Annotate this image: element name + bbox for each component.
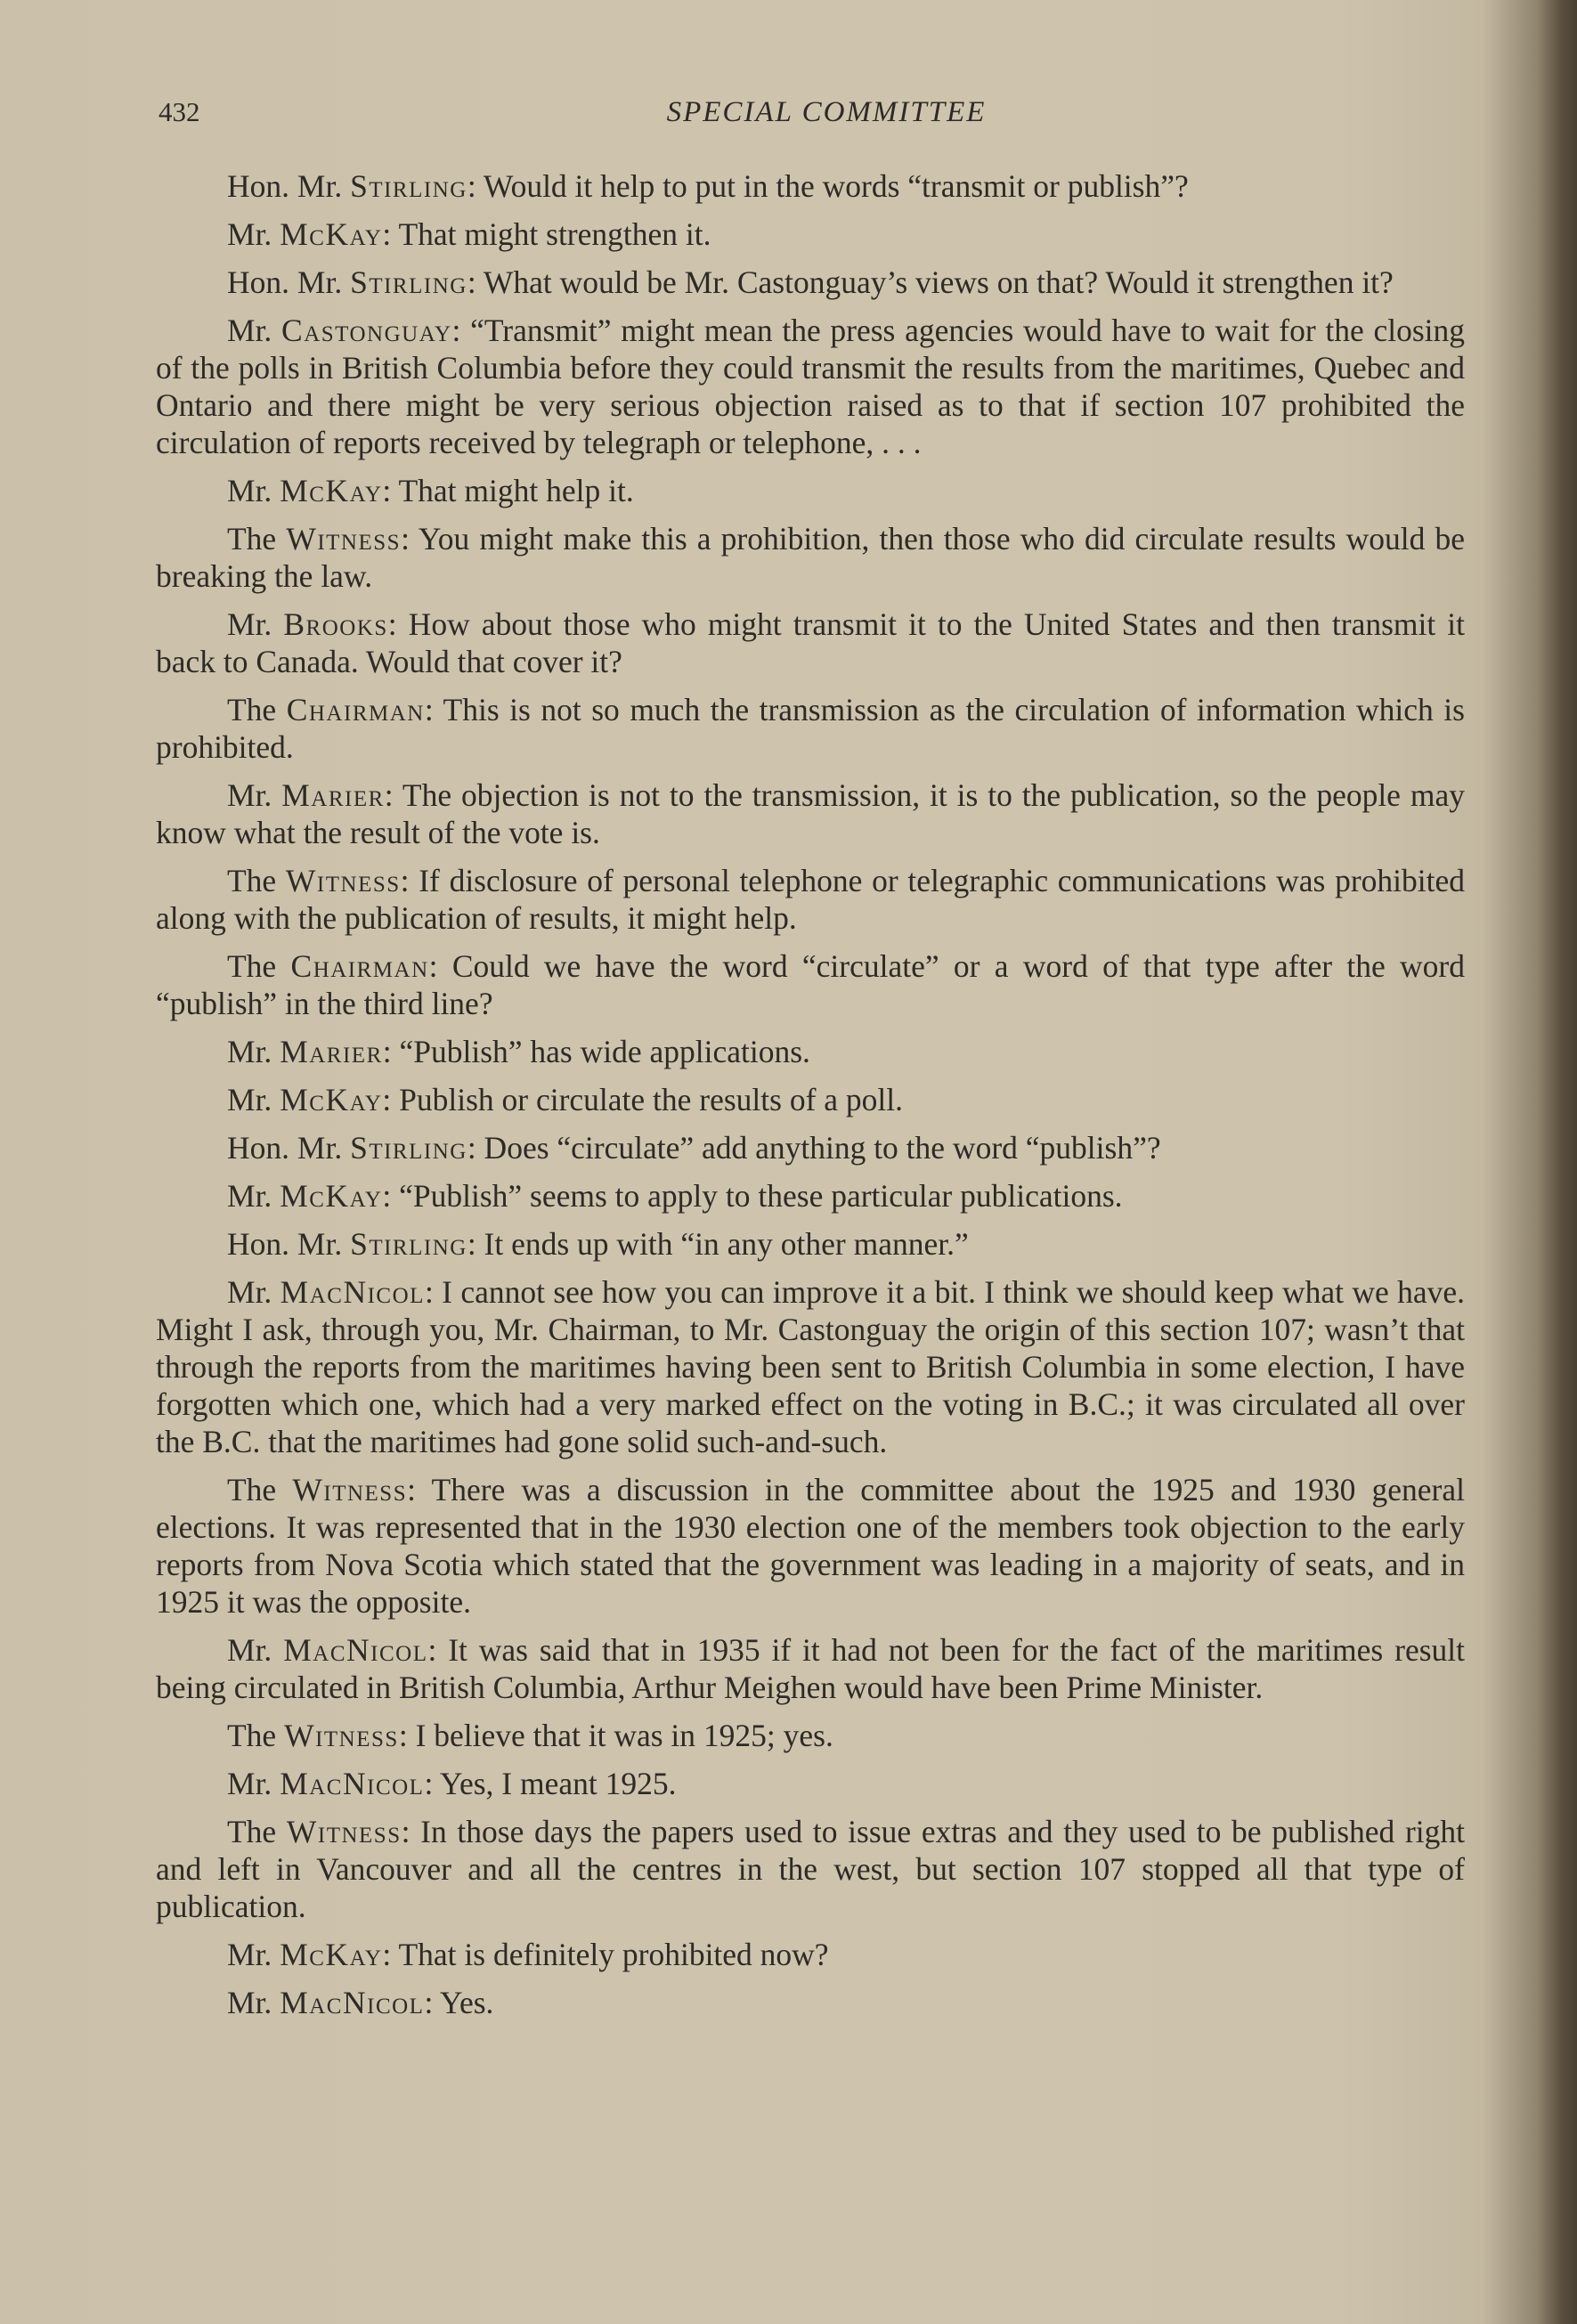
speech-text: : That might strengthen it. bbox=[382, 216, 711, 252]
speech-paragraph bbox=[156, 1984, 1465, 2021]
speech-paragraph bbox=[156, 776, 1465, 851]
speech-text: : You might make this a prohibition, then those who did circulate results would be breaking the law. bbox=[156, 521, 1465, 594]
speaker-name: Castonguay bbox=[281, 313, 452, 348]
speech-paragraph bbox=[156, 862, 1465, 937]
speaker-title: Mr. bbox=[227, 606, 284, 642]
speech-text: : Yes, I meant 1925. bbox=[424, 1766, 677, 1801]
speaker-name: Stirling bbox=[350, 1226, 467, 1262]
speech-text: : I believe that it was in 1925; yes. bbox=[398, 1718, 833, 1753]
page-header bbox=[159, 96, 1459, 141]
speaker-name: MacNicol bbox=[280, 1985, 425, 2020]
speaker-title: Hon. Mr. bbox=[227, 168, 351, 204]
speech-paragraph bbox=[156, 167, 1465, 205]
speech-paragraph bbox=[156, 1765, 1465, 1802]
speech-text: : That might help it. bbox=[382, 473, 634, 508]
speaker-name: Marier bbox=[280, 1034, 383, 1069]
speaker-title: Mr. bbox=[227, 1937, 280, 1972]
speech-paragraph bbox=[156, 691, 1465, 766]
speech-text: : “Publish” seems to apply to these particular publications. bbox=[382, 1178, 1123, 1214]
speech-text: : It ends up with “in any other manner.” bbox=[467, 1226, 969, 1262]
speaker-name: McKay bbox=[280, 1937, 383, 1972]
speech-text: : That is definitely prohibited now? bbox=[382, 1937, 829, 1972]
speaker-title: Hon. Mr. bbox=[227, 1130, 351, 1166]
speech-text: : Publish or circulate the results of a poll. bbox=[382, 1082, 904, 1117]
speaker-name: MacNicol bbox=[280, 1274, 425, 1310]
speech-paragraph bbox=[156, 1471, 1465, 1621]
speaker-title: Mr. bbox=[227, 1178, 280, 1214]
speech-text: : There was a discussion in the committee about the 1925 and 1930 general elections. It was represented that in the 1930 election one of the members took objection to the early reports from Nova Scotia which stated that the government was leading in a majority of seats, and in 1925 it was the opposite. bbox=[156, 1472, 1465, 1620]
speech-paragraph bbox=[156, 1717, 1465, 1754]
speech-text: : In those days the papers used to issue extras and they used to be published right and left in Vancouver and all the centres in the west, but section 107 stopped all that type of publication. bbox=[156, 1814, 1465, 1924]
speech-paragraph bbox=[156, 1813, 1465, 1925]
speaker-title: Mr. bbox=[227, 1034, 280, 1069]
speaker-title: Mr. bbox=[227, 1766, 280, 1801]
speech-paragraph bbox=[156, 215, 1465, 253]
speaker-name: Stirling bbox=[350, 264, 467, 300]
speech-paragraph bbox=[156, 1177, 1465, 1215]
speaker-name: McKay bbox=[280, 473, 383, 508]
transcript-body bbox=[156, 167, 1465, 2032]
speaker-name: McKay bbox=[280, 216, 383, 252]
speaker-title: Mr. bbox=[227, 1082, 280, 1117]
speaker-name: Chairman bbox=[290, 948, 429, 984]
speaker-title: Hon. Mr. bbox=[227, 1226, 351, 1262]
speech-text: : This is not so much the transmission as the circulation of information which is prohibited. bbox=[156, 692, 1465, 765]
speaker-title: Hon. Mr. bbox=[227, 264, 351, 300]
speech-paragraph bbox=[156, 1273, 1465, 1460]
speech-text: : It was said that in 1935 if it had not been for the fact of the maritimes result being circulated in British Columbia, Arthur Meighen would have been Prime Minister. bbox=[156, 1632, 1465, 1705]
speech-text: : “Transmit” might mean the press agencies would have to wait for the closing of the polls in British Columbia before they could transmit the results from the maritimes, Quebec and Ontario and there might be very serious objection raised as to that if section 107 prohibited the circulation of reports received by telegraph or telephone, . . . bbox=[156, 313, 1465, 460]
speaker-title: Mr. bbox=[227, 1632, 284, 1668]
speech-paragraph bbox=[156, 312, 1465, 461]
speaker-title: The bbox=[227, 1718, 285, 1753]
speech-text: : Could we have the word “circulate” or a word of that type after the word “publish” in the third line? bbox=[156, 948, 1465, 1021]
speech-text: : The objection is not to the transmission, it is to the publication, so the people may know what the result of the vote is. bbox=[156, 777, 1465, 850]
speech-text: : Does “circulate” add anything to the word “publish”? bbox=[467, 1130, 1161, 1166]
speech-paragraph bbox=[156, 1936, 1465, 1973]
speaker-title: The bbox=[227, 1814, 287, 1849]
speech-text: : Yes. bbox=[424, 1985, 494, 2020]
page-number: 432 bbox=[159, 96, 200, 127]
speech-paragraph bbox=[156, 520, 1465, 595]
speech-text: : “Publish” has wide applications. bbox=[382, 1034, 810, 1069]
speaker-name: Stirling bbox=[350, 168, 467, 204]
speaker-name: Witness bbox=[286, 521, 402, 557]
speech-paragraph bbox=[156, 472, 1465, 509]
speech-paragraph bbox=[156, 1631, 1465, 1706]
speaker-title: The bbox=[227, 863, 286, 898]
speaker-name: McKay bbox=[280, 1178, 383, 1214]
speaker-title: Mr. bbox=[227, 1985, 280, 2020]
speaker-title: Mr. bbox=[227, 313, 282, 348]
speaker-name: Stirling bbox=[350, 1130, 467, 1166]
speech-text: : I cannot see how you can improve it a bit. I think we should keep what we have. Might I ask, through you, Mr. Chairman, to Mr. Castonguay the origin of this section 107; wasn’t that through the reports from the maritimes having been sent to British Columbia in some election, I have forgotten which one, which had a very marked effect on the voting in B.C.; it was circulated all over the B.C. that the maritimes had gone solid such-and-such. bbox=[156, 1274, 1465, 1459]
speaker-title: The bbox=[227, 521, 287, 557]
speech-paragraph bbox=[156, 1129, 1465, 1166]
speaker-name: Chairman bbox=[286, 692, 425, 727]
speaker-name: MacNicol bbox=[283, 1632, 428, 1668]
speech-paragraph bbox=[156, 1225, 1465, 1263]
speaker-title: Mr. bbox=[227, 216, 280, 252]
speech-text: : How about those who might transmit it to the United States and then transmit it back to Canada. Would that cover it? bbox=[156, 606, 1465, 679]
running-title: SPECIAL COMMITTEE bbox=[666, 96, 987, 128]
speaker-title: Mr. bbox=[227, 777, 282, 813]
speech-text: : Would it help to put in the words “transmit or publish”? bbox=[467, 168, 1189, 204]
speech-paragraph bbox=[156, 947, 1465, 1022]
speaker-title: The bbox=[227, 692, 287, 727]
speaker-name: McKay bbox=[280, 1082, 383, 1117]
speech-paragraph bbox=[156, 264, 1465, 301]
speaker-name: Witness bbox=[284, 1718, 399, 1753]
speech-paragraph bbox=[156, 1081, 1465, 1118]
speaker-title: The bbox=[227, 1472, 293, 1507]
speaker-title: Mr. bbox=[227, 473, 280, 508]
speech-text: : What would be Mr. Castonguay’s views on that? Would it strengthen it? bbox=[467, 264, 1394, 300]
speech-paragraph bbox=[156, 1033, 1465, 1070]
speaker-name: Marier bbox=[281, 777, 385, 813]
speaker-name: Brooks bbox=[283, 606, 388, 642]
speaker-title: The bbox=[227, 948, 291, 984]
speaker-name: Witness bbox=[286, 1814, 402, 1849]
speech-text: : If disclosure of personal telephone or telegraphic communications was prohibited along with the publication of results, it might help. bbox=[156, 863, 1465, 936]
speaker-name: Witness bbox=[285, 863, 401, 898]
speaker-title: Mr. bbox=[227, 1274, 280, 1310]
speaker-name: MacNicol bbox=[280, 1766, 425, 1801]
speaker-name: Witness bbox=[292, 1472, 408, 1507]
speech-paragraph bbox=[156, 605, 1465, 680]
